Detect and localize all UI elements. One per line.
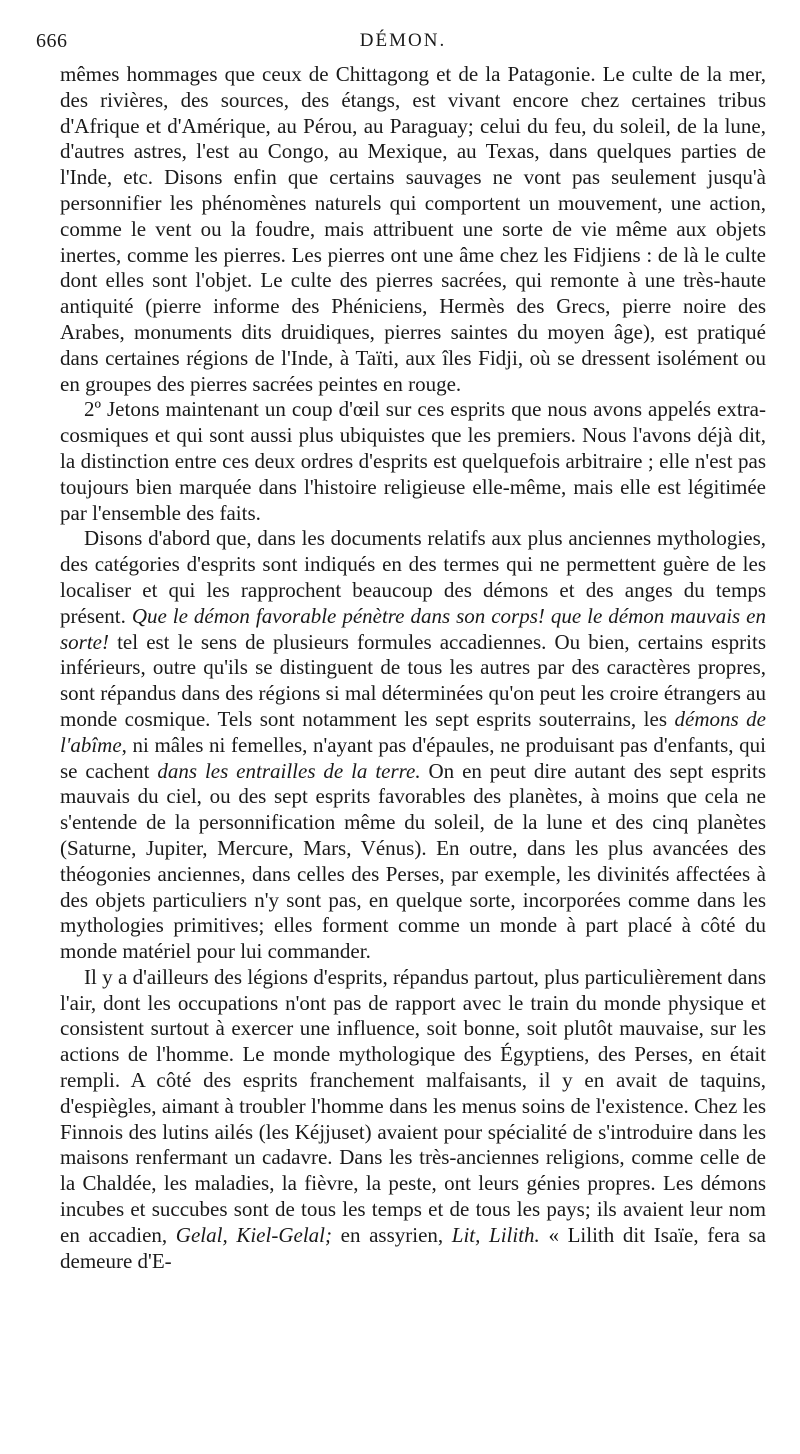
running-title: DÉMON. [359,30,447,51]
paragraph-2: 2º Jetons maintenant un coup d'œil sur ces esprits que nous avons appelés extra-cosmiques et qui sont aussi plus ubiquistes que les premiers. Nous l'avons déjà dit, la distinction entre ces deux ordres d'esprits est quelquefois arbitraire ; elle n'est pas toujours bien marquée dans l'histoire religieuse elle-même, mais elle est légitimée par l'ensemble des faits. [60,397,766,525]
page-header [36,30,770,56]
paragraph-3-italic-2: démons de l'abîme [60,706,766,757]
paragraph-4-text-2: en assyrien, [331,1222,452,1247]
paragraph-4-text-3: « Lilith dit Isaïe, fera sa demeure d'E- [60,1222,766,1273]
paragraph-4-italic-1: Gelal, Kiel-Gelal; [175,1222,332,1247]
paragraph-3-italic-1: Que le démon favorable pénètre dans son corps! que le démon mauvais en sorte! [60,603,766,654]
paragraph-3-text-4: On en peut dire autant des sept esprits mauvais du ciel, ou des sept esprits favorables des planètes, à moins que cela ne s'entende de la personnification même du soleil, de la lune et des cinq planètes (Saturne, Jupiter, Mercure, Mars, Vénus). En outre, dans les plus avancées des théogonies anciennes, dans celles des Perses, par exemple, les divinités affectées à des objets particuliers n'y sont pas, en quelque sorte, incorporées comme dans les mythologies primitives; elles forment comme un monde à part placé à côté du monde matériel pour lui commander. [60,758,766,964]
paragraph-4-text-1: Il y a d'ailleurs des légions d'esprits, répandus partout, plus particulièrement dans l'air, dont les occupations n'ont pas de rapport avec le train du monde physique et consistent surtout à exercer une influence, soit bonne, soit plutôt mauvaise, sur les actions de l'homme. Le monde mythologique des Égyptiens, des Perses, en était rempli. A côté des esprits franchement malfaisants, il y en avait de taquins, d'espiègles, aimant à troubler l'homme dans les menus soins de l'existence. Chez les Finnois des lutins ailés (les Kéjjuset) avaient pour spécialité de s'introduire dans les maisons renfermant un cadavre. Dans les très-anciennes religions, comme celle de la Chaldée, les maladies, la fièvre, la peste, ont leurs génies propres. Les démons incubes et succubes sont de tous les temps et de tous les pays; ils avaient leur nom en accadien, [60,964,766,1247]
paragraph-3-italic-3: dans les entrailles de la terre. [157,758,421,783]
paragraph-3-text-2: tel est le sens de plusieurs formules accadiennes. Ou bien, certains esprits inférieurs, outre qu'ils se distinguent de tous les autres par des caractères propres, sont répandus dans des régions si mal déterminées qu'on peut les croire étrangers au monde cosmique. Tels sont notamment les sept esprits souterrains, les [60,629,766,731]
paragraph-3-text-1: Disons d'abord que, dans les documents relatifs aux plus anciennes mythologies, des catégories d'esprits sont indiqués en des termes qui ne permettent guère de les localiser et qui les rapprochent beaucoup des démons et des anges du temps présent. [60,526,766,628]
body-text [60,62,766,1274]
paragraph-1: mêmes hommages que ceux de Chittagong et de la Patagonie. Le culte de la mer, des rivières, des sources, des étangs, est vivant encore chez certaines tribus d'Afrique et d'Amérique, au Pérou, au Paraguay; celui du feu, du soleil, de la lune, d'autres astres, l'est au Congo, au Mexique, au Texas, dans quelques parties de l'Inde, etc. Disons enfin que certains sauvages ne vont pas seulement jusqu'à personnifier les phénomènes naturels qui comportent un mouvement, une action, comme le vent ou la foudre, mais attribuent une sorte de vie même aux objets inertes, comme les pierres. Les pierres ont une âme chez les Fidjiens : de là le culte dont elles sont l'objet. Le culte des pierres sacrées, qui remonte à une très-haute antiquité (pierre informe des Phéniciens, Hermès des Grecs, pierre noire des Arabes, monuments dits druidiques, pierres saintes du moyen âge), est pratiqué dans certaines régions de l'Inde, à Taïti, aux îles Fidji, où se dressent isolément ou en groupes des pierres sacrées peintes en rouge. [60,62,766,396]
paragraph-4 [60,965,766,1275]
paragraph-3-text-3: , ni mâles ni femelles, n'ayant pas d'épaules, ne produisant pas d'enfants, qui se cachent [60,732,766,783]
page-number: 666 [36,30,68,52]
paragraph-4-italic-2: Lit, Lilith. [451,1222,540,1247]
paragraph-3 [60,526,766,965]
